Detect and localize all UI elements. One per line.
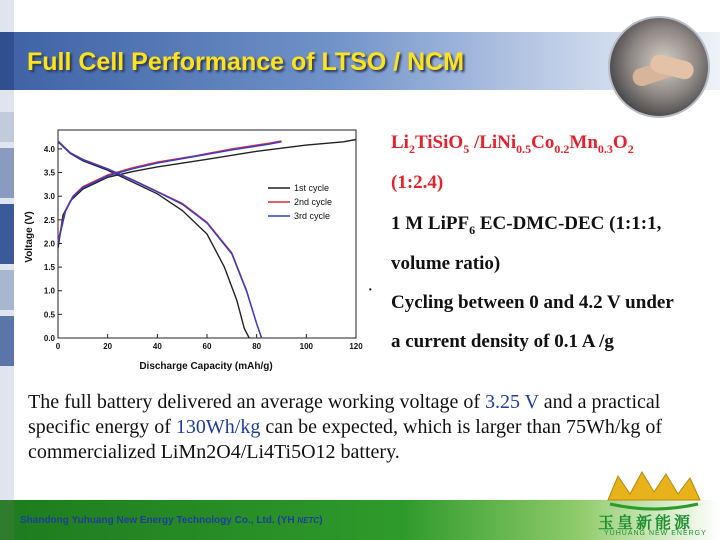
y-tick-label: 2.5 bbox=[43, 215, 55, 225]
x-tick-label: 120 bbox=[349, 342, 363, 351]
logo-english-text: YUHUANG NEW ENERGY bbox=[604, 530, 707, 537]
company-abbr: NETC bbox=[297, 516, 320, 525]
company-text: ) bbox=[319, 515, 323, 526]
y-tick-label: 2.0 bbox=[43, 239, 55, 249]
formula-sub: 2 bbox=[627, 141, 634, 156]
strip-block bbox=[0, 32, 14, 90]
strip-block bbox=[0, 148, 14, 198]
spec-current-density: a current density of 0.1 A /g bbox=[391, 331, 614, 352]
formula-part: TiSiO bbox=[414, 132, 464, 153]
formula-part: O bbox=[612, 132, 628, 153]
y-tick-label: 0.0 bbox=[43, 334, 55, 343]
slide-title: Full Cell Performance of LTSO / NCM bbox=[27, 48, 465, 76]
formula-sub: 5 bbox=[463, 141, 470, 156]
y-tick-label: 3.0 bbox=[43, 192, 55, 202]
y-axis-label: Voltage (V) bbox=[24, 211, 35, 263]
spec-volume-ratio: volume ratio) bbox=[391, 253, 501, 274]
paragraph-text: and a practical specific energy of bbox=[28, 391, 661, 438]
discharge-chart bbox=[18, 112, 370, 374]
spec-formula bbox=[391, 132, 634, 157]
strip-block bbox=[0, 500, 14, 540]
chart-svg bbox=[18, 112, 370, 374]
summary-paragraph bbox=[28, 390, 718, 465]
logo-chinese-text: 玉皇新能源 bbox=[598, 515, 694, 532]
formula-sub: 0.3 bbox=[597, 141, 613, 156]
handshake-photo-icon bbox=[608, 16, 710, 118]
legend-label: 1st cycle bbox=[294, 183, 330, 193]
y-tick-label: 3.5 bbox=[43, 168, 55, 178]
formula-part: /LiNi bbox=[469, 132, 517, 153]
legend-label: 2nd cycle bbox=[294, 197, 333, 207]
energy-value: 130Wh/kg bbox=[175, 416, 261, 438]
electrolyte-part: EC-DMC-DEC (1:1:1, bbox=[475, 213, 662, 234]
x-tick-label: 40 bbox=[152, 342, 162, 351]
paragraph-text: can be expected, which is larger than 75Wh/kg of commercialized LiMn2O4/Li4Ti5O12 battery. bbox=[28, 416, 663, 463]
strip-block bbox=[0, 270, 14, 310]
formula-sub: 0.5 bbox=[516, 141, 532, 156]
x-tick-label: 100 bbox=[299, 342, 314, 351]
formula-part: Mn bbox=[569, 132, 598, 153]
left-decorative-strip bbox=[0, 0, 14, 540]
y-tick-label: 0.5 bbox=[43, 310, 55, 320]
electrolyte-part: 1 M LiPF bbox=[391, 213, 470, 234]
y-tick-label: 1.5 bbox=[43, 263, 55, 273]
company-name bbox=[20, 515, 323, 526]
spec-electrolyte bbox=[391, 213, 661, 238]
formula-part: Li bbox=[391, 132, 409, 153]
x-tick-label: 20 bbox=[103, 342, 113, 351]
legend-label: 3rd cycle bbox=[294, 211, 331, 221]
x-tick-label: 60 bbox=[202, 342, 212, 351]
y-tick-label: 4.0 bbox=[43, 144, 55, 154]
strip-block bbox=[0, 204, 14, 264]
spec-ratio: (1:2.4) bbox=[391, 172, 444, 193]
strip-block bbox=[0, 316, 14, 366]
formula-sub: 2 bbox=[408, 141, 415, 156]
y-tick-label: 1.0 bbox=[43, 286, 55, 296]
chart-background bbox=[18, 112, 370, 374]
x-tick-label: 80 bbox=[252, 342, 262, 351]
formula-part: Co bbox=[531, 132, 555, 153]
company-text: Shandong Yuhuang New Energy Technology Co., Ltd. (YH bbox=[20, 515, 298, 526]
electrolyte-sub: 6 bbox=[469, 222, 476, 237]
x-axis-label: Discharge Capacity (mAh/g) bbox=[139, 361, 273, 372]
spec-cycling: Cycling between 0 and 4.2 V under bbox=[391, 292, 674, 313]
voltage-value: 3.25 V bbox=[485, 391, 539, 413]
paragraph-text: The full battery delivered an average working voltage of bbox=[28, 391, 486, 413]
bullet-dot: · bbox=[368, 283, 373, 298]
formula-sub: 0.2 bbox=[554, 141, 570, 156]
x-tick-label: 0 bbox=[55, 342, 61, 351]
strip-block bbox=[0, 112, 14, 142]
